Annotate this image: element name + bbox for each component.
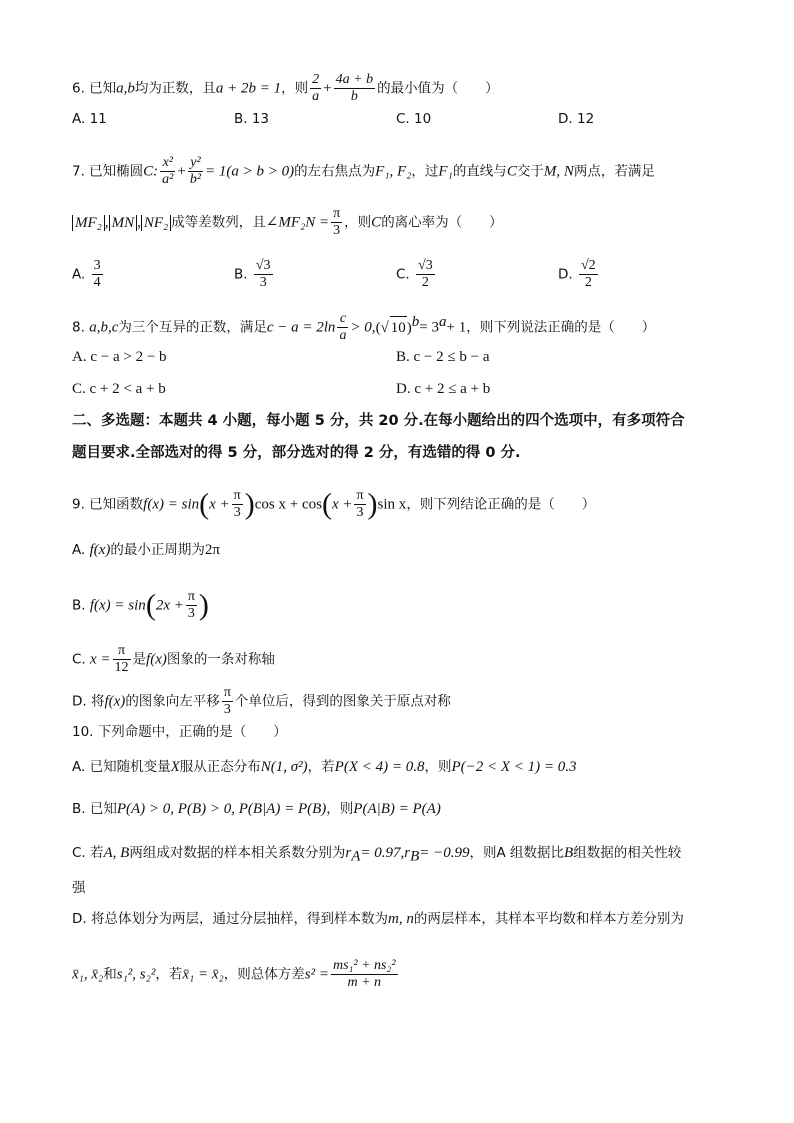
q9-stem: 9. 已知函数f(x) = sin(x + $\frac{\pi}{3}$ )cos x + cos(x + $\frac{\pi}{3}$ )sin x，则下列结论正确的是（ ） [72,487,596,521]
q10-text: A. 已知随机变量 [72,759,171,775]
q8-condition: c − a = 2ln [266,319,336,336]
q10-text: ，则总体方差 [223,966,305,983]
q10-text: B. 已知 [72,801,117,817]
q9-fraction-pi [232,488,243,521]
q10-variances: s₁², s₂² [116,966,156,983]
q7-option-a-fraction [92,258,103,291]
q7-stem-line1: 7. 已知椭圆C: $\frac{\text{x²}}{\text{a²}}$ + $\frac{\text{y²}}{\text{b²}}$ = 1(a > b > 0)的左右焦点为F₁, F₂，过F₁的直线与C交于M, N两点，若满足 [72,155,655,187]
q7-equation: = 1(a > b > 0) [205,163,295,180]
q7-ellipse-ref: C [371,214,382,231]
q10-text: 组数据的相关性较 [573,845,682,861]
q7-abs-mn: MN [109,215,138,231]
q8-text: ，则下列说法正确的是（ ） [466,319,656,336]
q6-text: 6. 已知 [72,80,117,97]
q7-text: 交于 [516,163,544,180]
q7-option-d [558,258,600,291]
q10-total-variance: s² = [304,966,329,983]
option-label: A. [72,542,86,558]
q8-exponent-a: a [439,314,447,330]
q6-stem [72,72,499,105]
denominator: 3 [233,505,241,520]
q9-fx: f(x) [89,542,111,558]
q9-option-b: B. f(x) = sin(2x + $\frac{\pi}{3}$ ) [72,588,209,622]
q7-option-b-fraction [254,258,273,291]
q9-text: 图象的一条对称轴 [166,651,275,668]
q9-text: 的图象向左平移 [125,693,220,710]
denominator: 2 [421,275,429,290]
q9-optc-fraction [113,643,131,676]
numerator: √2 [580,258,596,273]
q6-option-a: A. 11 [72,111,107,127]
denominator: 3 [223,702,231,717]
q10-text: ，则 [326,801,354,817]
q10-normal: N(1, σ²) [260,759,308,775]
denominator: 3 [356,505,364,520]
q7-points: M, N [543,163,574,180]
numerator: c [337,311,348,328]
q7-abs-nf2: NF₂ [141,215,171,231]
q7-fraction-x [160,155,175,188]
q10-groups: A, B [103,845,130,861]
numerator: x² [160,155,175,172]
q6-vars: a,b [116,80,135,97]
q10-group-b: B [564,845,574,861]
denominator: b² [189,172,202,187]
q10-text: 和 [103,966,117,983]
q10-result: P(A|B) = P(A) [353,801,441,817]
q8-exponent-b: b [411,314,420,330]
q10-mn: m, n [387,911,414,927]
q10-variance-fraction [331,958,398,991]
q10-option-a [72,756,577,778]
q10-text: ，若 [307,759,335,775]
q8-condition: = 3 [419,319,440,336]
q9-text: 9. 已知函数 [72,496,144,513]
q8-text: 8. [72,319,85,336]
option-label: C. [396,266,410,283]
q10-prob: P(−2 < X < 1) = 0.3 [451,759,577,775]
q9-optd-fraction [222,685,233,718]
q9-text: 个单位后，得到的图象关于原点对称 [234,693,451,710]
q8-option-d: D. c + 2 ≤ a + b [396,381,491,397]
q10-text: ，则A 组数据比 [469,845,565,861]
q9-text: 的最小正周期为 [110,542,205,558]
q8-vars: a,b,c [89,319,119,336]
numerator: π [187,589,195,604]
q7-option-c [396,258,437,291]
q9-period: 2π [204,542,220,558]
denominator: a [312,89,320,104]
q10-text: C. 若 [72,845,104,861]
q9-option-a [72,539,220,561]
q10-prob: P(X < 4) = 0.8 [334,759,425,775]
q9-argument: 2x + [155,597,184,614]
q6-fraction-2 [334,72,375,105]
q10-text: ，若 [155,966,183,983]
q8-option-a: A. c − a > 2 − b [72,349,167,365]
numerator: 2 [312,72,320,87]
q7-text: ，则 [344,214,372,231]
q7-option-b [234,258,275,291]
q7-fraction-pi [331,206,342,239]
q6-condition: a + 2b = 1 [215,80,282,97]
denominator: a [339,328,347,343]
numerator: π [223,685,231,700]
denominator: 2 [584,275,592,290]
q9-option-d [72,685,451,718]
q7-text: 的离心率为（ ） [381,214,503,231]
q7-option-a [72,258,105,291]
numerator: π [333,206,341,221]
option-label: D. [558,266,573,283]
denominator: m + n [347,975,382,990]
q6-option-c: C. 10 [396,111,432,127]
q8-fraction [337,311,348,344]
numerator: y² [188,155,203,172]
q7-text: 的直线与 [452,163,507,180]
option-label: D. 将 [72,693,105,710]
q6-text: ，则 [281,80,309,97]
q9-option-c [72,643,275,676]
q9-function: f(x) = sin [143,496,200,513]
q9-fx: f(x) [146,651,167,668]
section-heading-line1: 二、多选题：本题共 4 小题，每小题 5 分，共 20 分.在每小题给出的四个选项中，有多项符合 [72,413,685,429]
q9-text: 是 [132,651,147,668]
q9-fraction-pi-2 [354,488,365,521]
q7-focus: F₁ [438,163,453,180]
q8-stem: 8. a,b,c为三个互异的正数，满足c − a = 2ln $\frac{c}{a}$ > 0,(√ $10)^b= 3^a+ 1$，则下列说法正确的是（ ） [72,311,656,343]
denominator: a² [162,172,174,187]
q8-option-b: B. c − 2 ≤ b − a [396,349,490,365]
q7-text: 的左右焦点为 [294,163,376,180]
q7-angle: ∠MF₂N = [265,214,330,231]
q10-r: r [404,845,411,861]
q9-x: x = [90,651,111,668]
q7-text: ，过 [411,163,439,180]
q8-condition: + 1 [446,319,467,336]
q7-option-d-fraction [579,258,598,291]
q10-text: 的两层样本，其样本平均数和样本方差分别为 [413,911,684,927]
q10-r-value: = 0.97, [360,845,405,861]
plus-sign: + [323,80,332,97]
q7-ellipse-label: C: [143,163,159,180]
q9-fx: f(x) = sin [89,597,146,614]
option-label: B. [72,597,86,614]
q10-text: ，则 [424,759,452,775]
numerator: 4a + b [335,72,374,87]
q10-text: D. 将总体划分为两层，通过分层抽样，得到样本数为 [72,911,388,927]
q7-text: 7. 已知椭圆 [72,163,144,180]
q10-text: 服从正态分布 [179,759,261,775]
q7-text: 两点，若满足 [573,163,655,180]
q7-fraction-y [188,155,203,188]
q10-option-c-cont: 强 [72,880,86,896]
denominator: 4 [93,275,101,290]
numerator: √3 [255,258,271,273]
q8-option-c: C. c + 2 < a + b [72,381,166,397]
section-heading-line2: 题目要求.全部选对的得 5 分，部分选对的得 2 分，有选错的得 0 分. [72,445,521,461]
q9-optb-fraction [186,589,197,622]
q10-condition: P(A) > 0, P(B) > 0, P(B|A) = P(B) [116,801,327,817]
numerator: π [113,643,131,660]
q6-option-b: B. 13 [234,111,270,127]
q9-function: sin x [377,496,407,513]
q10-r: r [345,845,352,861]
q7-abs-mf2: MF₂ [72,215,105,231]
denominator: 3 [333,223,341,238]
option-label: A. [72,266,86,283]
q10-variable: X [170,759,180,775]
q7-foci: F₁, F₂ [375,163,412,180]
q7-stem-line2: MF₂ , MN , NF₂ 成等差数列，且∠MF₂N = $\frac{\pi}{3}$ ，则C的离心率为（ ） [72,206,503,239]
denominator: 12 [114,660,129,675]
q6-text: 的最小值为（ ） [377,80,499,97]
numerator: √3 [418,258,433,273]
q10-text: 两组成对数据的样本相关系数分别为 [129,845,346,861]
denominator: 3 [187,606,195,621]
q10-option-b [72,798,441,820]
q10-option-c [72,842,681,868]
q9-fx: f(x) [104,693,126,710]
q7-option-c-fraction [416,258,435,291]
q10-option-d-cont [72,958,400,991]
q10-r-sub: B [410,848,420,865]
option-label: B. [234,266,248,283]
numerator: 3 [93,258,101,273]
q8-text: 为三个互异的正数，满足 [118,319,267,336]
q9-argument: x + [331,496,353,513]
numerator: π [233,488,241,503]
q6-fraction-1 [310,72,321,105]
q10-equal-means: x̄₁ = x̄₂ [182,966,224,983]
denominator: b [350,89,358,104]
numerator: π [356,488,364,503]
q6-text: 均为正数，且 [134,80,216,97]
q9-argument: x + [209,496,230,513]
q10-means: x̄₁, x̄₂ [72,966,104,983]
q10-r-sub: A [351,848,361,865]
q10-stem: 10. 下列命题中，正确的是（ ） [72,724,287,740]
q7-text: 成等差数列，且 [171,214,266,231]
denominator: 3 [259,275,267,290]
q8-condition: > 0, [350,319,376,336]
q10-option-d [72,908,684,930]
q9-text: ，则下列结论正确的是（ ） [406,496,596,513]
q8-radicand: 10 [390,316,407,339]
q7-ellipse-ref: C [506,163,517,180]
q10-r-value: = −0.99 [419,845,470,861]
option-label: C. [72,651,86,668]
q9-function: cos x + cos [254,496,322,513]
numerator: ms₁² + ns₂² [332,958,396,973]
q6-option-d: D. 12 [558,111,595,127]
